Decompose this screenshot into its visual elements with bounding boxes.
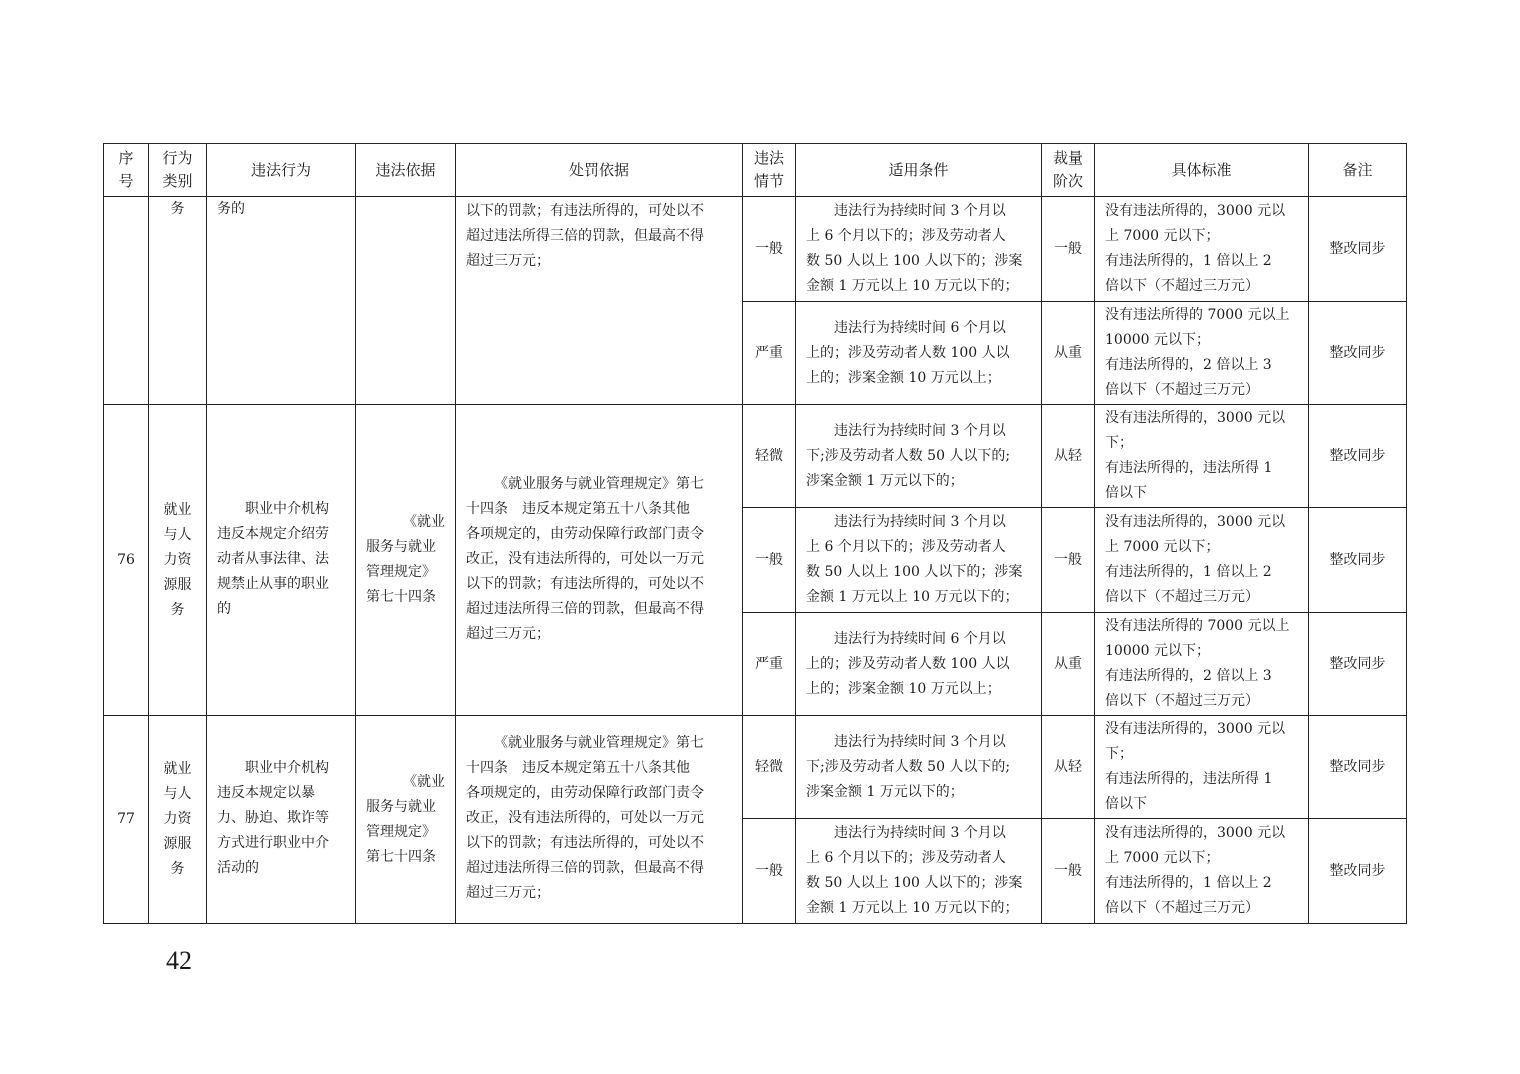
conditions-cell: 违法行为持续时间 3 个月以 下;涉及劳动者人数 50 人以下的; 涉案金额 1 万元以下的； (796, 405, 1042, 508)
basis-cell (356, 197, 456, 405)
remark-cell: 整改同步 (1309, 508, 1407, 613)
penalty-basis-cell: 以下的罚款；有违法所得的，可处以不 超过违法所得三倍的罚款，但最高不得 超过三万元； (456, 197, 743, 405)
standard-cell: 没有违法所得的，3000 元以 上 7000 元以下； 有违法所得的，1 倍以上 2 倍以下（不超过三万元） (1095, 508, 1309, 613)
category-cell: 就业 与人 力资 源服 务 (149, 716, 207, 924)
header-remark: 备注 (1309, 144, 1407, 197)
level-cell: 一般 (1042, 508, 1095, 613)
remark-cell: 整改同步 (1309, 613, 1407, 716)
remark-cell: 整改同步 (1309, 405, 1407, 508)
conditions-cell: 违法行为持续时间 6 个月以 上的；涉及劳动者人数 100 人以 上的；涉案金额 10 万元以上； (796, 302, 1042, 405)
regulation-table (103, 143, 1407, 924)
category-cell: 就业 与人 力资 源服 务 (149, 405, 207, 716)
category-cell: 务 (149, 197, 207, 405)
seq-cell: 77 (104, 716, 149, 924)
level-cell: 从轻 (1042, 716, 1095, 819)
behavior-cell: 职业中介机构 违反本规定介绍劳 动者从事法律、法 规禁止从事的职业 的 (207, 405, 356, 716)
header-conditions: 适用条件 (796, 144, 1042, 197)
page-number: 42 (166, 946, 192, 975)
standard-cell: 没有违法所得的 7000 元以上 10000 元以下； 有违法所得的，2 倍以上 3 倍以下（不超过三万元） (1095, 302, 1309, 405)
conditions-cell: 违法行为持续时间 3 个月以 上 6 个月以下的；涉及劳动者人 数 50 人以上 100 人以下的；涉案 金额 1 万元以上 10 万元以下的； (796, 819, 1042, 924)
header-penalty-basis: 处罚依据 (456, 144, 743, 197)
header-row (104, 144, 1407, 197)
conditions-cell: 违法行为持续时间 6 个月以 上的；涉及劳动者人数 100 人以 上的；涉案金额 10 万元以上； (796, 613, 1042, 716)
remark-cell: 整改同步 (1309, 197, 1407, 302)
standard-cell: 没有违法所得的 7000 元以上 10000 元以下； 有违法所得的，2 倍以上 3 倍以下（不超过三万元） (1095, 613, 1309, 716)
conditions-cell: 违法行为持续时间 3 个月以 下;涉及劳动者人数 50 人以下的; 涉案金额 1 万元以下的； (796, 716, 1042, 819)
seq-cell: 76 (104, 405, 149, 716)
level-cell: 一般 (1042, 819, 1095, 924)
behavior-cell: 务的 (207, 197, 356, 405)
level-cell: 一般 (1042, 197, 1095, 302)
remark-cell: 整改同步 (1309, 716, 1407, 819)
circumstance-cell: 轻微 (743, 405, 796, 508)
standard-cell: 没有违法所得的，3000 元以 上 7000 元以下； 有违法所得的，1 倍以上 2 倍以下（不超过三万元） (1095, 819, 1309, 924)
table-row (104, 716, 1407, 819)
circumstance-cell: 严重 (743, 613, 796, 716)
seq-cell (104, 197, 149, 405)
standard-cell: 没有违法所得的，3000 元以 下； 有违法所得的，违法所得 1 倍以下 (1095, 405, 1309, 508)
level-cell: 从轻 (1042, 405, 1095, 508)
remark-cell: 整改同步 (1309, 302, 1407, 405)
circumstance-cell: 一般 (743, 819, 796, 924)
conditions-cell: 违法行为持续时间 3 个月以 上 6 个月以下的；涉及劳动者人 数 50 人以上 100 人以下的；涉案 金额 1 万元以上 10 万元以下的； (796, 197, 1042, 302)
circumstance-cell: 一般 (743, 197, 796, 302)
circumstance-cell: 严重 (743, 302, 796, 405)
penalty-basis-cell: 《就业服务与就业管理规定》第七 十四条 违反本规定第五十八条其他 各项规定的，由劳动保障行政部门责令 改正，没有违法所得的，可处以一万元 以下的罚款；有违法所得的，可处以不 超过违法所得三倍的罚款，但最高不得 超过三万元； (456, 716, 743, 924)
table-row (104, 197, 1407, 302)
level-cell: 从重 (1042, 302, 1095, 405)
header-level: 裁量阶次 (1042, 144, 1095, 197)
basis-cell: 《就业 服务与就业 管理规定》 第七十四条 (356, 716, 456, 924)
standard-cell: 没有违法所得的，3000 元以 下； 有违法所得的，违法所得 1 倍以下 (1095, 716, 1309, 819)
standard-cell: 没有违法所得的，3000 元以 上 7000 元以下； 有违法所得的，1 倍以上 2 倍以下（不超过三万元） (1095, 197, 1309, 302)
remark-cell: 整改同步 (1309, 819, 1407, 924)
level-cell: 从重 (1042, 613, 1095, 716)
header-behavior: 违法行为 (207, 144, 356, 197)
header-circumstance: 违法情节 (743, 144, 796, 197)
penalty-basis-cell: 《就业服务与就业管理规定》第七 十四条 违反本规定第五十八条其他 各项规定的，由劳动保障行政部门责令 改正，没有违法所得的，可处以一万元 以下的罚款；有违法所得的，可处以不 超过违法所得三倍的罚款，但最高不得 超过三万元； (456, 405, 743, 716)
header-standard: 具体标准 (1095, 144, 1309, 197)
circumstance-cell: 轻微 (743, 716, 796, 819)
table-row (104, 405, 1407, 508)
conditions-cell: 违法行为持续时间 3 个月以 上 6 个月以下的；涉及劳动者人 数 50 人以上 100 人以下的；涉案 金额 1 万元以上 10 万元以下的； (796, 508, 1042, 613)
header-basis: 违法依据 (356, 144, 456, 197)
circumstance-cell: 一般 (743, 508, 796, 613)
behavior-cell: 职业中介机构 违反本规定以暴 力、胁迫、欺诈等 方式进行职业中介 活动的 (207, 716, 356, 924)
header-seq: 序号 (104, 144, 149, 197)
header-category: 行为类别 (149, 144, 207, 197)
basis-cell: 《就业 服务与就业 管理规定》 第七十四条 (356, 405, 456, 716)
